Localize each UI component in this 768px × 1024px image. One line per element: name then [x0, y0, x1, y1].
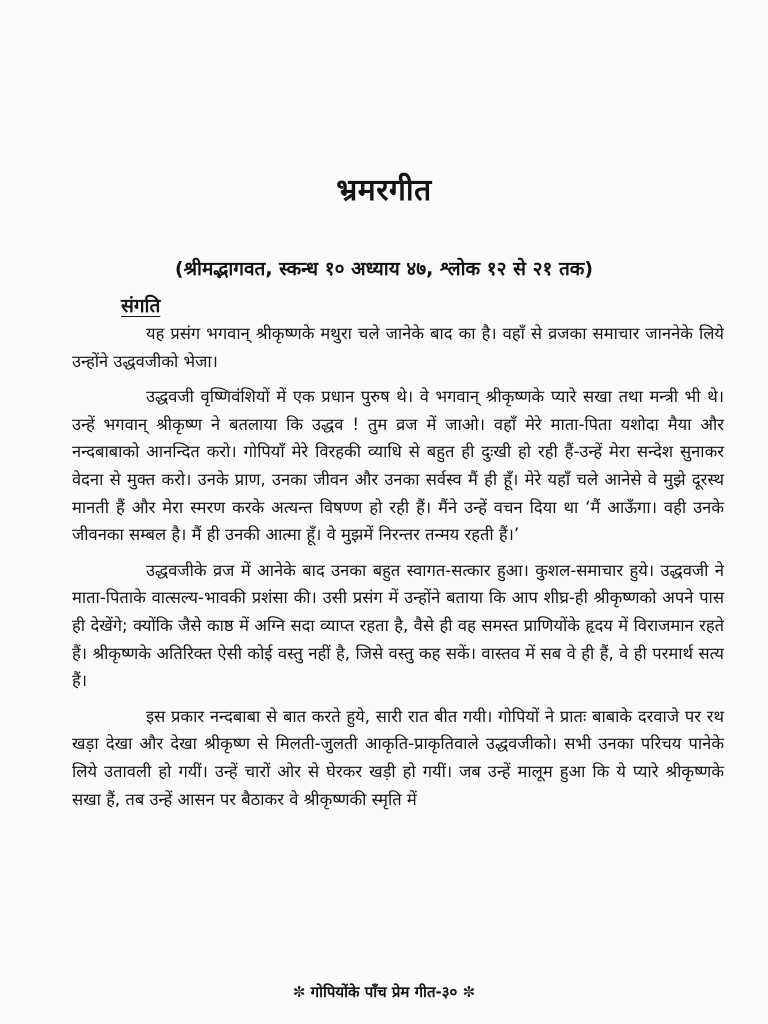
page-title: भ्रमरगीत	[336, 173, 432, 208]
page-footer	[0, 982, 768, 1002]
paragraph: उद्धवजीके व्रज में आनेके बाद उनका बहुत स्वागत-सत्कार हुआ। कुशल-समाचार हुये। उद्धवजी ने माता-पिताके वात्सल्य-भावकी प्रशंसा की। उसी प्रसंग में उन्होंने बताया कि आप शीघ्र-ही श्रीकृष्णको अपने पास ही देखेंगे; क्योंकि जैसे काष्ठ में अग्नि सदा व्याप्त रहता है, वैसे ही वह समस्त प्राणियोंके हृदय में विराजमान रहते हैं। श्रीकृष्णके अतिरिक्त ऐसी कोई वस्तु नहीं है, जिसे वस्तु कह सकें। वास्तव में सब वे ही हैं, वे ही परमार्थ सत्य हैं।	[72, 560, 724, 691]
star-icon: ✼	[462, 983, 476, 1001]
paragraph: इस प्रकार नन्दबाबा से बात करते हुये, सारी रात बीत गयी। गोपियों ने प्रातः बाबाके दरवाजे पर रथ खड़ा देखा और देखा श्रीकृष्ण से मिलती-जुलती आकृति-प्राकृतिवाले उद्धवजीको। सभी उनका परिचय पानेके लिये उतावली हो गयीं। उन्हें चारों ओर से घेरकर खड़ी हो गयीं। जब उन्हें मालूम हुआ कि ये प्यारे श्रीकृष्णके सखा हैं, तब उन्हें आसन पर बैठाकर वे श्रीकृष्णकी स्मृति में	[72, 706, 724, 809]
section-heading: संगति	[121, 295, 161, 317]
paragraph: यह प्रसंग भगवान् श्रीकृष्णके मथुरा चले जानेके बाद का है। वहाँ से व्रजका समाचार जाननेके लिये उन्होंने उद्धवजीको भेजा।	[72, 324, 724, 371]
body-text	[72, 320, 724, 821]
star-icon: ✼	[292, 983, 306, 1001]
page-subtitle: (श्रीमद्भागवत, स्कन्ध १० अध्याय ४७, श्लोक १२ से २१ तक)	[174, 258, 594, 280]
paragraph: उद्धवजी वृष्णिवंशियों में एक प्रधान पुरुष थे। वे भगवान् श्रीकृष्णके प्यारे सखा तथा मन्त्री भी थे। उन्हें भगवान् श्रीकृष्ण ने बतलाया कि उद्धव ! तुम व्रज में जाओ। वहाँ मेरे माता-पिता यशोदा मैया और नन्दबाबाको आनन्दित करो। गोपियाँ मेरे विरहकी व्याधि से बहुत ही दुःखी हो रही हैं-उन्हें मेरा सन्देश सुनाकर वेदना से मुक्त करो। उनके प्राण, उनका जीवन और उनका सर्वस्व मैं ही हूँ। मेरे यहाँ चले आनेसे वे मुझे दूरस्थ मानती हैं और मेरा स्मरण करके अत्यन्त विषण्ण हो रही हैं। मैंने उन्हें वचन दिया था ‘मैं आऊँगा। वही उनके जीवनका सम्बल है। मैं ही उनकी आत्मा हूँ। वे मुझमें निरन्तर तन्मय रहती हैं।’	[72, 387, 724, 545]
footer-text: गोपियोंके पाँच प्रेम गीत-३०	[310, 983, 458, 1001]
